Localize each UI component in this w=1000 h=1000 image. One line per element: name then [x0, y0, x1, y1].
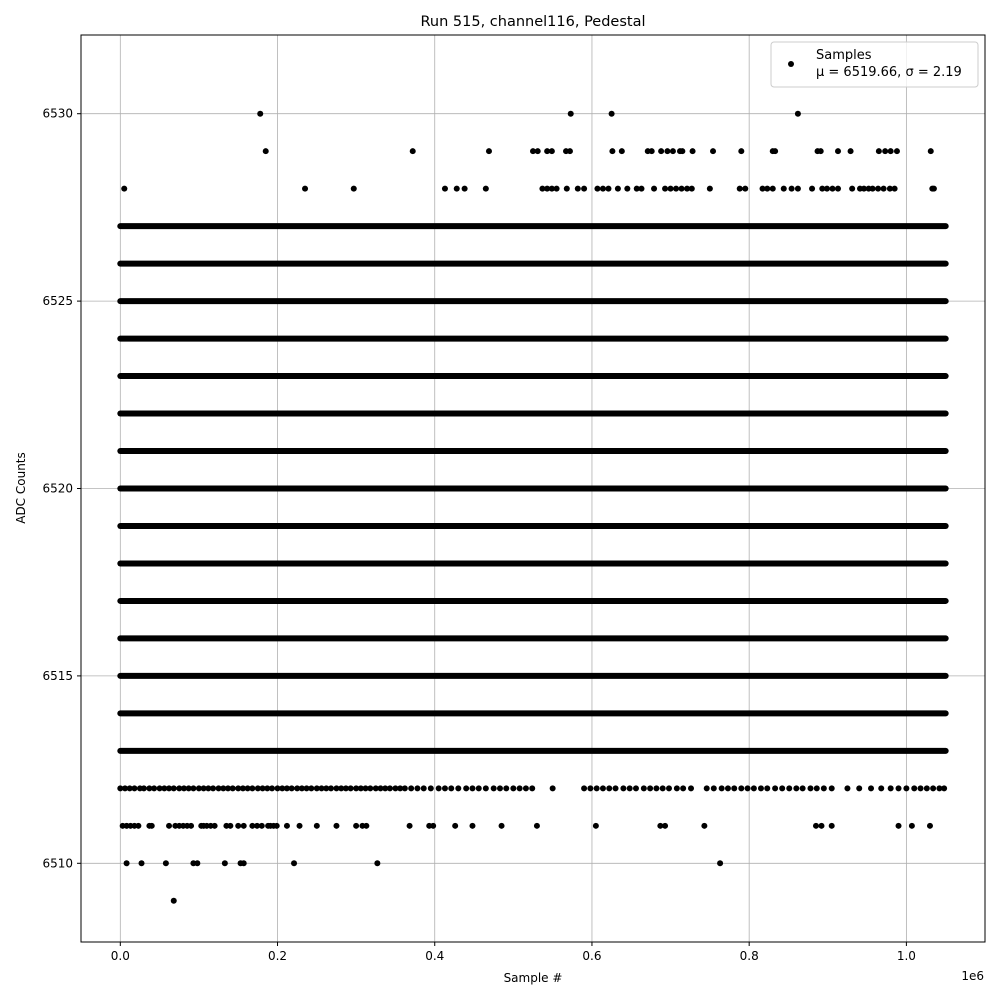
- sample-point: [770, 186, 776, 192]
- sample-point: [483, 785, 489, 791]
- sample-point: [486, 148, 492, 154]
- sample-point: [660, 785, 666, 791]
- x-axis-label: Sample #: [503, 971, 563, 985]
- sample-point: [664, 148, 670, 154]
- sample-point: [868, 785, 874, 791]
- sample-point: [931, 186, 937, 192]
- sample-point: [171, 898, 177, 904]
- sample-point: [779, 785, 785, 791]
- sample-point: [673, 186, 679, 192]
- x-tick-label: 0.4: [425, 949, 445, 963]
- sample-point: [892, 186, 898, 192]
- sample-point: [410, 148, 416, 154]
- sample-point: [725, 785, 731, 791]
- sample-point: [789, 186, 795, 192]
- sample-point: [609, 148, 615, 154]
- sample-point: [738, 148, 744, 154]
- sample-point: [662, 186, 668, 192]
- sample-point: [497, 785, 503, 791]
- sample-point: [581, 186, 587, 192]
- sample-point: [818, 148, 824, 154]
- sample-point: [314, 823, 320, 829]
- sample-point: [454, 186, 460, 192]
- sample-point: [529, 785, 535, 791]
- sample-point: [793, 785, 799, 791]
- sample-point: [711, 785, 717, 791]
- sample-point: [624, 186, 630, 192]
- sample-point: [674, 785, 680, 791]
- sample-point: [896, 823, 902, 829]
- sample-point: [367, 785, 373, 791]
- sample-point: [517, 785, 523, 791]
- sample-point: [188, 823, 194, 829]
- sample-point: [353, 823, 359, 829]
- sample-point: [139, 860, 145, 866]
- sample-point: [302, 186, 308, 192]
- sample-point: [689, 186, 695, 192]
- y-tick-label: 6530: [42, 106, 73, 121]
- sample-point: [856, 785, 862, 791]
- sample-point: [764, 785, 770, 791]
- sample-point: [166, 823, 172, 829]
- sample-point: [824, 186, 830, 192]
- sample-point: [554, 186, 560, 192]
- sample-point: [289, 785, 295, 791]
- sample-point: [849, 186, 855, 192]
- y-tick-label: 6510: [42, 856, 73, 871]
- sample-point: [731, 785, 737, 791]
- legend: [771, 42, 978, 87]
- sample-point: [428, 785, 434, 791]
- sample-point: [772, 148, 778, 154]
- x-tick-label: 0.6: [582, 949, 602, 963]
- sample-point: [909, 823, 915, 829]
- y-tick-label: 6520: [42, 481, 73, 496]
- sample-point: [876, 148, 882, 154]
- sample-point: [249, 785, 255, 791]
- sample-point: [641, 785, 647, 791]
- sample-point: [701, 823, 707, 829]
- sample-point: [609, 111, 615, 117]
- sample-point: [882, 148, 888, 154]
- sample-point: [781, 186, 787, 192]
- sample-point: [764, 186, 770, 192]
- sample-point: [363, 823, 369, 829]
- sample-point: [829, 785, 835, 791]
- sample-point: [523, 785, 529, 791]
- sample-point: [928, 148, 934, 154]
- sample-point: [227, 823, 233, 829]
- sample-point: [535, 148, 541, 154]
- sample-point: [163, 860, 169, 866]
- sample-point: [638, 186, 644, 192]
- sample-point: [795, 111, 801, 117]
- sample-point: [550, 785, 556, 791]
- sample-point: [653, 785, 659, 791]
- sample-point: [800, 785, 806, 791]
- sample-point: [351, 186, 357, 192]
- sample-point: [564, 186, 570, 192]
- sample-point: [135, 823, 141, 829]
- sample-point: [758, 785, 764, 791]
- sample-point: [707, 186, 713, 192]
- sample-point: [710, 148, 716, 154]
- sample-point: [222, 860, 228, 866]
- sample-point: [348, 785, 354, 791]
- sample-point: [575, 186, 581, 192]
- sample-point: [430, 823, 436, 829]
- sample-point: [717, 860, 723, 866]
- sample-point: [690, 148, 696, 154]
- sample-point: [436, 785, 442, 791]
- sample-point: [171, 785, 177, 791]
- sample-point: [149, 823, 155, 829]
- legend-stats-label: μ = 6519.66, σ = 2.19: [816, 65, 962, 80]
- sample-point: [627, 785, 633, 791]
- sample-point: [374, 860, 380, 866]
- sample-point: [737, 186, 743, 192]
- sample-point: [448, 785, 454, 791]
- sample-point: [786, 785, 792, 791]
- sample-point: [620, 785, 626, 791]
- sample-point: [844, 785, 850, 791]
- sample-point: [469, 785, 475, 791]
- sample-point: [662, 823, 668, 829]
- x-axis-offset-label: 1e6: [961, 969, 984, 983]
- sample-point: [402, 785, 408, 791]
- sample-point: [829, 823, 835, 829]
- sample-point: [462, 186, 468, 192]
- sample-point: [813, 823, 819, 829]
- sample-point: [679, 148, 685, 154]
- sample-point: [835, 148, 841, 154]
- sample-point: [738, 785, 744, 791]
- sample-point: [121, 186, 127, 192]
- sample-point: [328, 785, 334, 791]
- sample-point: [421, 785, 427, 791]
- sample-point: [613, 785, 619, 791]
- sample-point: [606, 785, 612, 791]
- sample-point: [291, 860, 297, 866]
- sample-point: [875, 186, 881, 192]
- sample-point: [829, 186, 835, 192]
- sample-point: [452, 823, 458, 829]
- sample-point: [407, 823, 413, 829]
- sample-point: [230, 785, 236, 791]
- sample-point: [491, 785, 497, 791]
- sample-point: [719, 785, 725, 791]
- sample-point: [442, 785, 448, 791]
- sample-point: [269, 785, 275, 791]
- legend-marker: [788, 61, 794, 67]
- sample-point: [835, 186, 841, 192]
- sample-point: [795, 186, 801, 192]
- sample-point: [257, 111, 263, 117]
- sample-point: [651, 186, 657, 192]
- sample-point: [888, 148, 894, 154]
- y-axis-label: ADC Counts: [14, 452, 28, 524]
- sample-point: [924, 785, 930, 791]
- sample-point: [751, 785, 757, 791]
- sample-point: [455, 785, 461, 791]
- sample-point: [483, 186, 489, 192]
- sample-point: [297, 823, 303, 829]
- sample-point: [594, 186, 600, 192]
- sample-point: [633, 785, 639, 791]
- legend-series-name: Samples: [816, 48, 872, 63]
- sample-point: [704, 785, 710, 791]
- sample-point: [870, 186, 876, 192]
- sample-point: [658, 148, 664, 154]
- sample-point: [918, 785, 924, 791]
- sample-point: [212, 823, 218, 829]
- sample-point: [600, 785, 606, 791]
- sample-point: [141, 785, 147, 791]
- sample-point: [469, 823, 475, 829]
- sample-point: [284, 823, 290, 829]
- sample-point: [668, 186, 674, 192]
- sample-point: [688, 785, 694, 791]
- sample-point: [680, 785, 686, 791]
- sample-point: [896, 785, 902, 791]
- sample-point: [241, 860, 247, 866]
- x-tick-label: 1.0: [896, 949, 916, 963]
- sample-point: [930, 785, 936, 791]
- sample-point: [259, 823, 265, 829]
- sample-point: [131, 785, 137, 791]
- sample-point: [881, 186, 887, 192]
- sample-point: [903, 785, 909, 791]
- sample-point: [594, 785, 600, 791]
- sample-point: [670, 148, 676, 154]
- sample-point: [927, 823, 933, 829]
- sample-point: [263, 148, 269, 154]
- sample-point: [581, 785, 587, 791]
- sample-point: [333, 823, 339, 829]
- sample-point: [274, 823, 280, 829]
- sample-point: [848, 148, 854, 154]
- y-tick-label: 6515: [42, 668, 73, 683]
- sample-point: [499, 823, 505, 829]
- sample-point: [666, 785, 672, 791]
- sample-point: [647, 785, 653, 791]
- sample-point: [503, 785, 509, 791]
- sample-point: [534, 823, 540, 829]
- sample-point: [605, 186, 611, 192]
- sample-point: [600, 186, 606, 192]
- sample-point: [878, 785, 884, 791]
- sample-point: [476, 785, 482, 791]
- sample-point: [821, 785, 827, 791]
- sample-point: [742, 186, 748, 192]
- sample-point: [510, 785, 516, 791]
- sample-point: [888, 785, 894, 791]
- sample-point: [414, 785, 420, 791]
- sample-point: [894, 148, 900, 154]
- sample-point: [814, 785, 820, 791]
- sample-point: [210, 785, 216, 791]
- sample-point: [941, 785, 947, 791]
- sample-point: [615, 186, 621, 192]
- sample-point: [387, 785, 393, 791]
- sample-point: [593, 823, 599, 829]
- sample-point: [911, 785, 917, 791]
- sample-point: [549, 148, 555, 154]
- sample-point: [587, 785, 593, 791]
- sample-point: [807, 785, 813, 791]
- x-tick-label: 0.0: [110, 949, 130, 963]
- sample-point: [818, 823, 824, 829]
- chart-title: Run 515, channel116, Pedestal: [420, 14, 646, 30]
- sample-point: [568, 111, 574, 117]
- sample-point: [190, 785, 196, 791]
- x-tick-label: 0.8: [739, 949, 759, 963]
- x-tick-label: 0.2: [267, 949, 288, 963]
- sample-point: [235, 823, 241, 829]
- sample-point: [124, 860, 130, 866]
- sample-point: [442, 186, 448, 192]
- sample-point: [151, 785, 157, 791]
- sample-point: [194, 860, 200, 866]
- sample-point: [679, 186, 685, 192]
- sample-point: [649, 148, 655, 154]
- sample-point: [463, 785, 469, 791]
- sample-point: [408, 785, 414, 791]
- sample-point: [809, 186, 815, 192]
- sample-point: [772, 785, 778, 791]
- y-tick-label: 6525: [42, 294, 73, 309]
- sample-point: [745, 785, 751, 791]
- sample-point: [619, 148, 625, 154]
- sample-point: [567, 148, 573, 154]
- sample-point: [241, 823, 247, 829]
- sample-point: [308, 785, 314, 791]
